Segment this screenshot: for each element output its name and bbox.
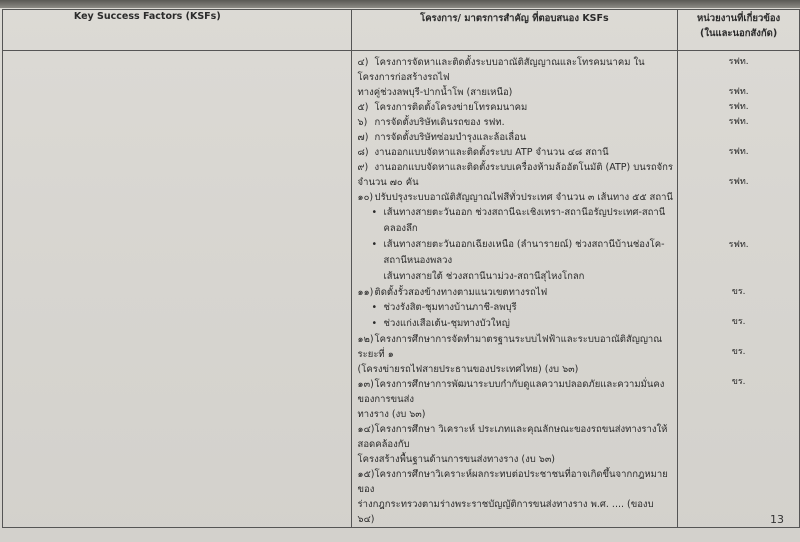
item-text: โครงการศึกษาการพัฒนาระบบกำกับดูแลความปลอดภัยและความมั่นคงของการขนส่ง xyxy=(357,379,665,405)
list-item xyxy=(358,377,674,407)
list-item xyxy=(358,467,674,497)
page-number: 13 xyxy=(770,513,784,526)
item-number: ๖) xyxy=(357,117,368,128)
list-item xyxy=(358,115,674,130)
item-continuation: ร่างกฎกระทรวงตามร่างพระราชบัญญัติการขนส่งทางราง พ.ศ. .... (ของบ ๖๔) xyxy=(357,499,654,525)
bullet-text: เส้นทางสายตะวันออก ช่วงสถานีฉะเชิงเทรา-สถานีอรัญประเทศ-สถานีคลองลึก xyxy=(383,207,666,234)
item-continuation: โครงสร้างพื้นฐานด้านการขนส่งทางราง (งบ ๖๓) xyxy=(357,454,556,465)
list-item xyxy=(358,285,674,300)
bullet-item xyxy=(358,205,674,237)
bullet-continuation: เส้นทางสายใต้ ช่วงสถานีนาม่วง-สถานีสุไหงโกลก xyxy=(383,271,585,282)
agency-spacer xyxy=(678,70,799,85)
ksf-cell xyxy=(3,51,352,528)
list-item xyxy=(358,145,674,160)
item-number: ๑๑) xyxy=(357,287,374,298)
item-continuation: ทางราง (งบ ๖๓) xyxy=(357,409,426,420)
agency-cell xyxy=(678,51,800,528)
item-number: ๑๒) xyxy=(357,334,374,345)
item-text: ติดตั้งรั้วสองข้างทางตามแนวเขตทางรถไฟ xyxy=(374,287,548,298)
agency-label: รฟท. xyxy=(728,147,749,157)
header-agency xyxy=(678,10,800,51)
item-number: ๑๔) xyxy=(357,424,375,435)
agency-label: ขร. xyxy=(731,287,746,297)
agency-spacer xyxy=(678,330,799,345)
agency-spacer xyxy=(678,253,799,285)
agency-spacer xyxy=(678,160,799,175)
ksf-table xyxy=(2,9,800,528)
item-text: การจัดตั้งบริษัทเดินรถของ รฟท. xyxy=(374,117,505,128)
list-item xyxy=(358,332,674,362)
agency-label: รฟท. xyxy=(728,117,749,127)
item-text: โครงการศึกษา วิเคราะห์ ประเภทและคุณลักษณะของรถขนส่งทางรางให้สอดคล้องกับ xyxy=(357,424,668,450)
item-number: ๑๐) xyxy=(357,192,374,203)
bullet-icon: • xyxy=(371,318,378,329)
item-text: งานออกแบบจัดหาและติดตั้งระบบ ATP จำนวน ๔๘ สถานี xyxy=(374,147,609,158)
agency-label: รฟท. xyxy=(728,87,749,97)
agency-label: รฟท. xyxy=(728,177,749,187)
header-ksf: Key Success Factors (KSFs) xyxy=(3,10,352,51)
item-number: ๘) xyxy=(357,147,369,158)
bullet-item xyxy=(358,300,674,316)
agency-label xyxy=(678,130,799,145)
bullet-item xyxy=(358,237,674,269)
list-item xyxy=(358,55,674,85)
agency-spacer xyxy=(678,300,799,315)
item-number: ๙) xyxy=(357,162,369,173)
item-continuation: จำนวน ๗๐ คัน xyxy=(357,177,419,188)
item-number: ๔) xyxy=(357,57,369,68)
item-text: โครงการศึกษาวิเคราะห์ผลกระทบต่อประชาชนที่อาจเกิดขึ้นจากกฎหมายของ xyxy=(357,469,668,495)
bullet-icon: • xyxy=(371,239,378,250)
list-item xyxy=(358,190,674,205)
agency-label: รฟท. xyxy=(728,102,749,112)
list-item xyxy=(358,100,674,115)
table-header-row xyxy=(3,10,800,51)
item-number: ๑๕) xyxy=(357,469,375,480)
header-agency-line2: (ในและนอกสังกัด) xyxy=(700,28,778,39)
item-number: ๕) xyxy=(357,102,369,113)
header-agency-line1: หน่วยงานที่เกี่ยวข้อง xyxy=(697,13,781,24)
list-item xyxy=(358,130,674,145)
item-text: การจัดตั้งบริษัทซ่อมบำรุงและล้อเลื่อน xyxy=(374,132,527,143)
item-text: โครงการจัดหาและติดตั้งระบบอาณัติสัญญาณและโทรคมนาคม ในโครงการก่อสร้างรถไฟ xyxy=(357,57,645,83)
bullet-item xyxy=(358,316,674,332)
list-item xyxy=(358,160,674,175)
agency-label: ขร. xyxy=(731,317,746,327)
bullet-text: ช่วงแก่งเสือเต้น-ชุมทางบัวใหญ่ xyxy=(383,318,510,329)
item-text: ปรับปรุงระบบอาณัติสัญญาณไฟสีทั่วประเทศ จำนวน ๓ เส้นทาง ๕๕ สถานี xyxy=(374,192,673,203)
item-continuation: ทางคู่ช่วงลพบุรี-ปากน้ำโพ (สายเหนือ) xyxy=(357,87,513,98)
agency-spacer xyxy=(678,360,799,375)
agency-label: ขร. xyxy=(731,377,746,387)
agency-label: รฟท. xyxy=(728,57,749,67)
projects-cell xyxy=(351,51,678,528)
item-text: งานออกแบบจัดหาและติดตั้งระบบเครื่องห้ามล้ออัตโนมัติ (ATP) บนรถจักร xyxy=(374,162,674,173)
agency-label: รฟท. xyxy=(728,240,749,250)
bullet-icon: • xyxy=(371,207,378,218)
item-text: โครงการติดตั้งโครงข่ายโทรคมนาคม xyxy=(374,102,528,113)
item-continuation: (โครงข่ายรถไฟสายประธานของประเทศไทย) (งบ ๖๓) xyxy=(357,364,579,375)
item-number: ๑๓) xyxy=(357,379,374,390)
item-number: ๗) xyxy=(357,132,369,143)
agency-spacer xyxy=(678,190,799,238)
agency-label: ขร. xyxy=(731,347,746,357)
list-item xyxy=(358,422,674,452)
bullet-text: เส้นทางสายตะวันออกเฉียงเหนือ (ลำนารายณ์) ช่วงสถานีบ้านช่องโค-สถานีหนองพลวง xyxy=(383,239,665,266)
bullet-icon: • xyxy=(371,302,378,313)
bullet-text: ช่วงรังสิต-ชุมทางบ้านภาชี-ลพบุรี xyxy=(383,302,517,313)
header-projects: โครงการ/ มาตรการสำคัญ ที่ตอบสนอง KSFs xyxy=(351,10,678,51)
page-top-shadow xyxy=(0,0,800,8)
table-row xyxy=(3,51,800,528)
item-text: โครงการศึกษาการจัดทำมาตรฐานระบบไฟฟ้าและระบบอาณัติสัญญาณระยะที่ ๑ xyxy=(357,334,663,360)
